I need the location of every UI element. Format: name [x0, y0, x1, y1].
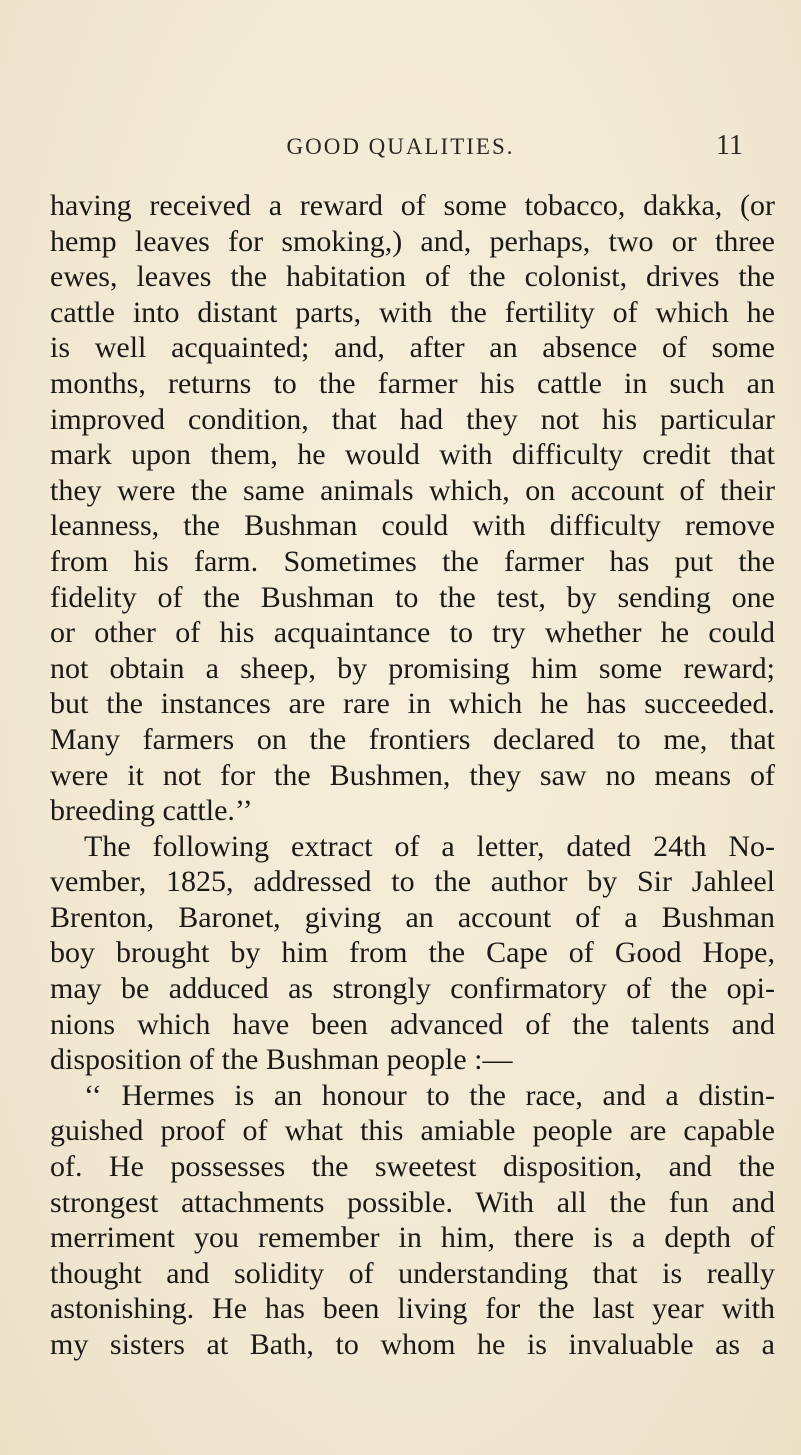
text-line: or other of his acquaintance to try whether he could	[50, 616, 775, 650]
text-line: were it not for the Bushmen, they saw no means of	[50, 758, 775, 792]
text-line: but the instances are rare in which he has succeeded.	[50, 687, 775, 721]
text-line: improved condition, that had they not his particular	[50, 402, 775, 436]
text-line: is well acquainted; and, after an absence of some	[50, 331, 775, 365]
page-number: 11	[716, 130, 743, 161]
text-line: thought and solidity of understanding that is really	[50, 1256, 775, 1290]
body-text	[50, 188, 775, 1363]
text-line: mark upon them, he would with difficulty credit that	[50, 438, 775, 472]
text-line: disposition of the Bushman people :—	[50, 1043, 513, 1077]
text-line: strongest attachments possible. With all the fun and	[50, 1185, 775, 1219]
text-line: astonishing. He has been living for the last year with	[50, 1292, 775, 1326]
text-line: of. He possesses the sweetest disposition, and the	[50, 1150, 775, 1184]
text-line: nions which have been advanced of the talents and	[50, 1007, 775, 1041]
text-line: Brenton, Baronet, giving an account of a Bushman	[50, 900, 775, 934]
text-line: The following extract of a letter, dated 24th No-	[84, 829, 775, 863]
text-line: vember, 1825, addressed to the author by Sir Jahleel	[50, 865, 775, 899]
text-line: hemp leaves for smoking,) and, perhaps, two or three	[50, 224, 775, 258]
text-line: having received a reward of some tobacco, dakka, (or	[50, 189, 775, 222]
text-line: leanness, the Bushman could with difficulty remove	[50, 509, 775, 543]
text-line: may be adduced as strongly confirmatory of the opi-	[50, 972, 775, 1006]
text-line: merriment you remember in him, there is a depth of	[50, 1221, 775, 1255]
running-head	[0, 128, 801, 168]
text-line: breeding cattle.’’	[50, 794, 253, 828]
text-line: they were the same animals which, on account of their	[50, 473, 775, 507]
text-line: months, returns to the farmer his cattle in such an	[50, 366, 775, 400]
text-line: from his farm. Sometimes the farmer has put the	[50, 544, 775, 578]
text-line: fidelity of the Bushman to the test, by sending one	[50, 580, 775, 614]
text-line: boy brought by him from the Cape of Good Hope,	[50, 936, 775, 970]
text-line: my sisters at Bath, to whom he is invaluable as a	[50, 1328, 775, 1361]
text-line: ‘‘ Hermes is an honour to the race, and a distin-	[84, 1078, 775, 1112]
text-line: not obtain a sheep, by promising him some reward;	[50, 651, 775, 685]
text-line: guished proof of what this amiable people are capable	[50, 1114, 775, 1148]
text-line: cattle into distant parts, with the fertility of which he	[50, 295, 775, 329]
running-title: GOOD QUALITIES.	[286, 134, 515, 159]
text-line: ewes, leaves the habitation of the colonist, drives the	[50, 260, 775, 294]
text-line: Many farmers on the frontiers declared to me, that	[50, 722, 775, 756]
